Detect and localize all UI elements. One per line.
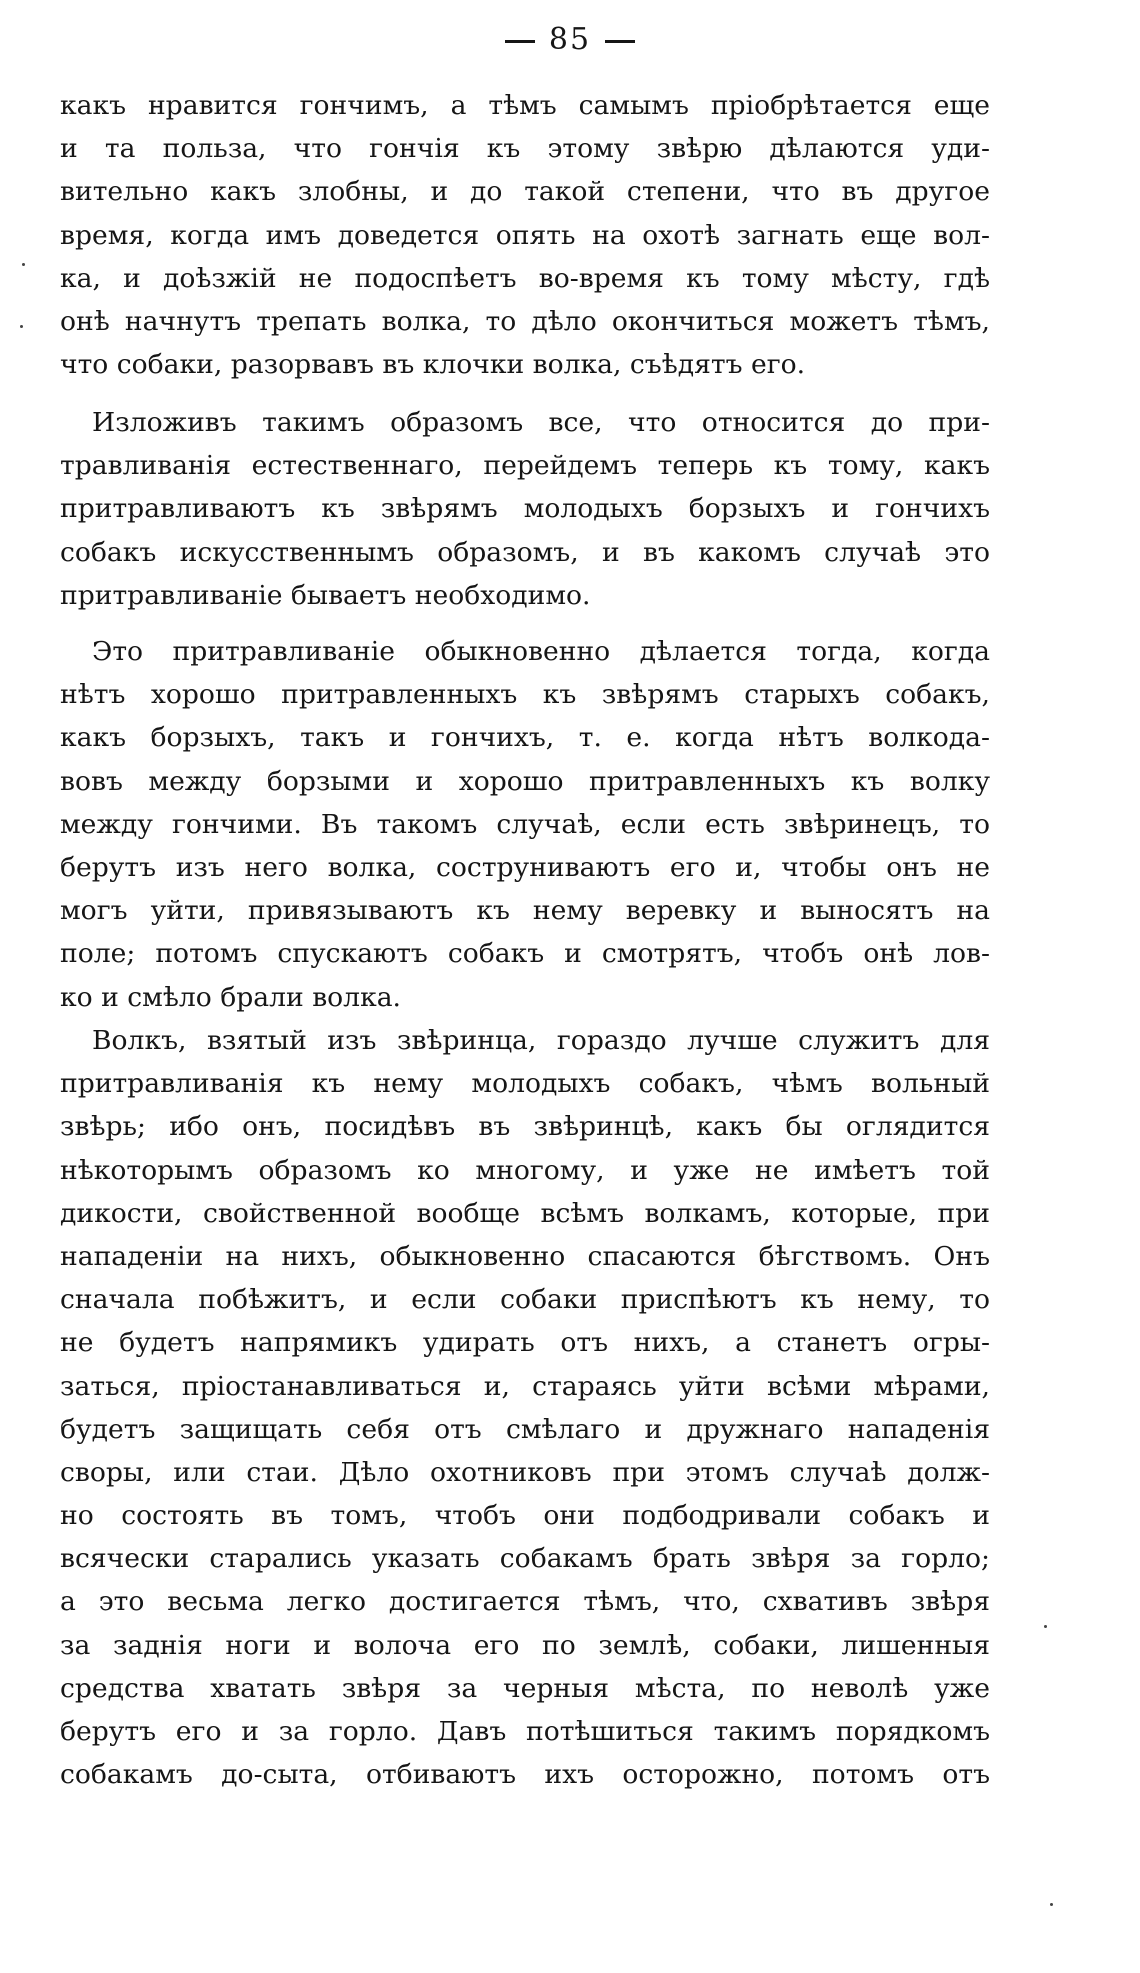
scan-speck: [1050, 1903, 1053, 1906]
text-line: притравливанія къ нему молодыхъ собакъ, чѣмъ вольный: [60, 1068, 990, 1100]
text-line: берутъ его и за горло. Давъ потѣшиться такимъ порядкомъ: [60, 1716, 990, 1747]
scan-speck: [22, 263, 25, 266]
text-line: притравливаніе бываетъ необходимо.: [60, 579, 591, 611]
text-line: а это весьма легко достигается тѣмъ, что, схвативъ звѣря: [60, 1586, 990, 1618]
text-line: вительно какъ злобны, и до такой степени, что въ другое: [60, 176, 990, 208]
text-line: за заднія ноги и волоча его по землѣ, собаки, лишенныя: [60, 1629, 990, 1661]
page-number: 85: [548, 22, 592, 57]
text-line: ко и смѣло брали волка.: [60, 981, 402, 1013]
text-line: нѣкоторымъ образомъ ко многому, и уже не имѣетъ той: [60, 1154, 990, 1186]
text-line: заться, пріостанавливаться и, стараясь уйти всѣми мѣрами,: [60, 1370, 990, 1402]
text-line: берутъ изъ него волка, соструниваютъ его и, чтобы онъ не: [60, 851, 990, 883]
text-line: но состоять въ томъ, чтобъ они подбодривали собакъ и: [60, 1500, 990, 1532]
text-line: не будетъ напрямикъ удирать отъ нихъ, а станетъ огры-: [60, 1327, 990, 1359]
text-line: поле; потомъ спускаютъ собакъ и смотрятъ, чтобъ онѣ лов-: [60, 938, 990, 970]
text-line: и та польза, что гончія къ этому звѣрю дѣлаются уди-: [60, 133, 990, 165]
text-line: собакъ искусственнымъ образомъ, и въ какомъ случаѣ это: [60, 536, 990, 568]
text-line: притравливаютъ къ звѣрямъ молодыхъ борзыхъ и гончихъ: [60, 493, 990, 525]
paragraph-3: [60, 630, 990, 1019]
scan-speck: [1044, 1625, 1047, 1628]
text-line: Изложивъ такимъ образомъ все, что относится до при-: [92, 407, 990, 438]
scan-speck: [20, 325, 23, 328]
text-line: сначала побѣжитъ, и если собаки приспѣютъ къ нему, то: [60, 1284, 990, 1316]
text-line: Это притравливаніе обыкновенно дѣлается тогда, когда: [92, 636, 990, 667]
text-line: ка, и доѣзжій не подоспѣетъ во-время къ тому мѣсту, гдѣ: [60, 262, 990, 294]
header-dash-left: [505, 40, 535, 43]
text-line: нѣтъ хорошо притравленныхъ къ звѣрямъ старыхъ собакъ,: [60, 679, 990, 711]
text-line: своры, или стаи. Дѣло охотниковъ при этомъ случаѣ долж-: [60, 1456, 990, 1488]
text-line: онѣ начнутъ трепать волка, то дѣло окончиться можетъ тѣмъ,: [60, 305, 990, 337]
paragraph-4: [60, 1019, 990, 1796]
page-header: [0, 22, 1140, 57]
text-line: между гончими. Въ такомъ случаѣ, если есть звѣринецъ, то: [60, 808, 990, 840]
text-line: средства хватать звѣря за черныя мѣста, по неволѣ уже: [60, 1672, 990, 1704]
text-line: звѣрь; ибо онъ, посидѣвъ въ звѣринцѣ, какъ бы оглядится: [60, 1111, 990, 1143]
header-dash-right: [605, 40, 635, 43]
text-line: нападеніи на нихъ, обыкновенно спасаются бѣгствомъ. Онъ: [60, 1240, 990, 1272]
text-line: травливанія естественнаго, перейдемъ теперь къ тому, какъ: [60, 450, 990, 482]
text-line: время, когда имъ доведется опять на охотѣ загнать еще вол-: [60, 219, 990, 251]
paragraph-2: [60, 401, 990, 617]
text-line: всячески старались указать собакамъ брать звѣря за горло;: [60, 1543, 990, 1575]
text-line: дикости, свойственной вообще всѣмъ волкамъ, которые, при: [60, 1197, 990, 1229]
text-line: будетъ защищать себя отъ смѣлаго и дружнаго нападенія: [60, 1413, 990, 1445]
text-line: собакамъ до-сыта, отбиваютъ ихъ осторожно, потомъ отъ: [60, 1759, 990, 1791]
text-line: какъ нравится гончимъ, а тѣмъ самымъ пріобрѣтается еще: [60, 90, 990, 121]
text-line: Волкъ, взятый изъ звѣринца, гораздо лучше служитъ для: [92, 1025, 990, 1056]
text-line: что собаки, разорвавъ въ клочки волка, съѣдятъ его.: [60, 349, 806, 381]
paragraph-1: [60, 84, 990, 386]
text-line: могъ уйти, привязываютъ къ нему веревку и выносятъ на: [60, 895, 990, 927]
text-line: какъ борзыхъ, такъ и гончихъ, т. е. когда нѣтъ волкода-: [60, 722, 990, 754]
text-line: вовъ между борзыми и хорошо притравленныхъ къ волку: [60, 765, 990, 797]
